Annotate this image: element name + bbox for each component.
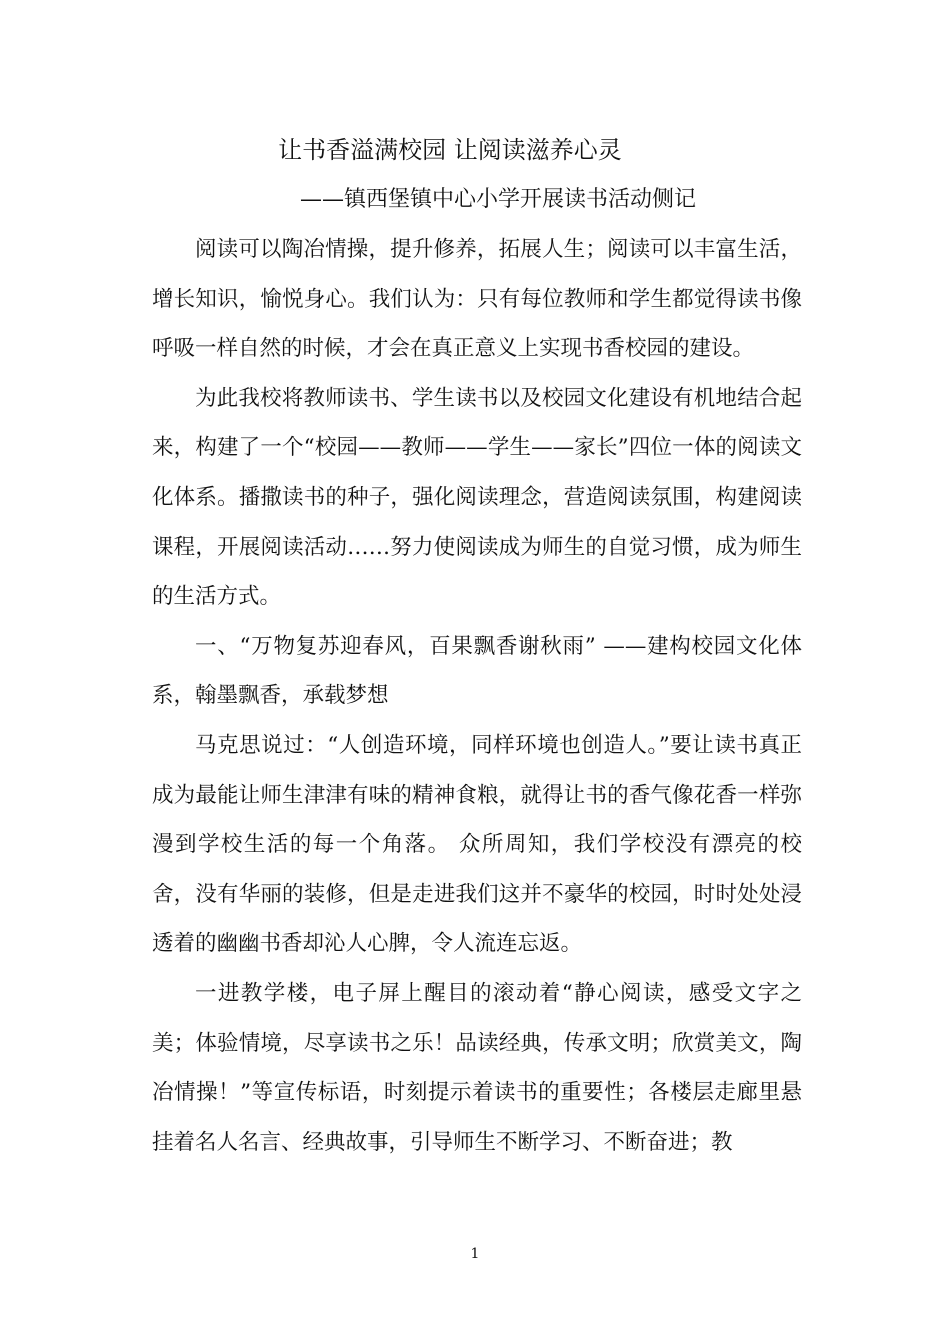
paragraph-marx-quote: 马克思说过：“人创造环境，同样环境也创造人。”要让读书真正成为最能让师生津津有味的精神食粮，就得让书的香气像花香一样弥漫到学校生活的每一个角落。 众所周知，我们学校没有漂亮的校舍，没有华丽的装修，但是走进我们这并不豪华的校园，时时处处浸透着的幽幽书香却沁人心脾，令人流连忘返。 bbox=[152, 732, 802, 957]
document-body bbox=[152, 225, 802, 1167]
page-number: 1 bbox=[470, 1246, 480, 1262]
section-heading-one: 一、“万物复苏迎春风，百果飘香谢秋雨” ——建构校园文化体系，翰墨飘香，承载梦想 bbox=[152, 633, 802, 709]
paragraph-reading-system: 为此我校将教师读书、学生读书以及校园文化建设有机地结合起来，构建了一个“校园——教师——学生——家长”四位一体的阅读文化体系。播撒读书的种子，强化阅读理念，营造阅读氛围，构建阅读课程，开展阅读活动……努力使阅读成为师生的自觉习惯，成为师生的生活方式。 bbox=[152, 385, 802, 610]
document-title: 让书香溢满校园 让阅读滋养心灵 bbox=[278, 136, 622, 164]
paragraph-intro: 阅读可以陶冶情操，提升修养，拓展人生；阅读可以丰富生活，增长知识，愉悦身心。我们认为：只有每位教师和学生都觉得读书像呼吸一样自然的时候，才会在真正意义上实现书香校园的建设。 bbox=[152, 237, 802, 362]
paragraph-teaching-building: 一进教学楼，电子屏上醒目的滚动着“静心阅读，感受文字之美；体验情境，尽享读书之乐！品读经典，传承文明；欣赏美文，陶冶情操！”等宣传标语，时刻提示着读书的重要性；各楼层走廊里悬挂着名人名言、经典故事，引导师生不断学习、不断奋进；教 bbox=[152, 980, 802, 1155]
document-subtitle: ——镇西堡镇中心小学开展读书活动侧记 bbox=[300, 187, 697, 212]
